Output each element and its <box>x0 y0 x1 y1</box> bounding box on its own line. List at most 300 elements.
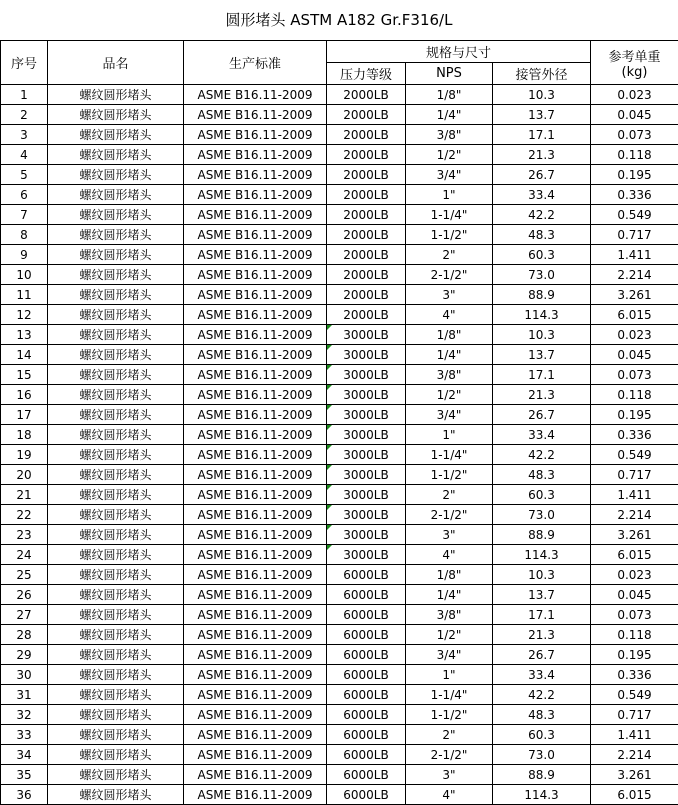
cell-od: 73.0 <box>493 265 591 285</box>
table-row <box>1 625 678 645</box>
cell-standard: ASME B16.11-2009 <box>184 345 327 365</box>
cell-weight: 6.015 <box>591 545 678 565</box>
cell-name: 螺纹圆形堵头 <box>48 125 184 145</box>
cell-pressure: 6000LB <box>327 785 406 805</box>
cell-weight: 2.214 <box>591 265 678 285</box>
cell-pressure: 6000LB <box>327 745 406 765</box>
cell-pressure: 3000LB <box>327 445 406 465</box>
spec-table <box>0 40 678 805</box>
cell-seq: 2 <box>1 105 48 125</box>
table-row <box>1 245 678 265</box>
cell-nps: 1" <box>406 185 493 205</box>
cell-name: 螺纹圆形堵头 <box>48 445 184 465</box>
cell-name: 螺纹圆形堵头 <box>48 245 184 265</box>
table-row <box>1 85 678 105</box>
cell-pressure: 6000LB <box>327 565 406 585</box>
cell-standard: ASME B16.11-2009 <box>184 525 327 545</box>
cell-seq: 7 <box>1 205 48 225</box>
cell-nps: 4" <box>406 305 493 325</box>
cell-pressure: 3000LB <box>327 325 406 345</box>
cell-seq: 11 <box>1 285 48 305</box>
cell-nps: 2-1/2" <box>406 505 493 525</box>
cell-od: 10.3 <box>493 85 591 105</box>
cell-name: 螺纹圆形堵头 <box>48 725 184 745</box>
cell-pressure: 2000LB <box>327 305 406 325</box>
cell-standard: ASME B16.11-2009 <box>184 725 327 745</box>
cell-name: 螺纹圆形堵头 <box>48 485 184 505</box>
table-row <box>1 185 678 205</box>
cell-seq: 15 <box>1 365 48 385</box>
table-row <box>1 225 678 245</box>
cell-standard: ASME B16.11-2009 <box>184 425 327 445</box>
cell-od: 21.3 <box>493 625 591 645</box>
cell-od: 10.3 <box>493 565 591 585</box>
cell-od: 88.9 <box>493 285 591 305</box>
table-row <box>1 745 678 765</box>
cell-nps: 4" <box>406 785 493 805</box>
cell-name: 螺纹圆形堵头 <box>48 785 184 805</box>
cell-nps: 2-1/2" <box>406 265 493 285</box>
sheet-title: 圆形堵头 ASTM A182 Gr.F316/L <box>0 0 678 40</box>
cell-standard: ASME B16.11-2009 <box>184 405 327 425</box>
cell-od: 73.0 <box>493 745 591 765</box>
cell-od: 114.3 <box>493 545 591 565</box>
table-row <box>1 585 678 605</box>
cell-nps: 1/8" <box>406 565 493 585</box>
cell-pressure: 3000LB <box>327 545 406 565</box>
cell-seq: 13 <box>1 325 48 345</box>
cell-pressure: 2000LB <box>327 225 406 245</box>
cell-od: 13.7 <box>493 105 591 125</box>
cell-standard: ASME B16.11-2009 <box>184 445 327 465</box>
cell-seq: 24 <box>1 545 48 565</box>
cell-pressure: 6000LB <box>327 665 406 685</box>
table-row <box>1 205 678 225</box>
cell-weight: 0.023 <box>591 325 678 345</box>
cell-name: 螺纹圆形堵头 <box>48 365 184 385</box>
table-row <box>1 665 678 685</box>
cell-pressure: 3000LB <box>327 465 406 485</box>
cell-weight: 6.015 <box>591 785 678 805</box>
cell-name: 螺纹圆形堵头 <box>48 745 184 765</box>
cell-od: 48.3 <box>493 465 591 485</box>
table-row <box>1 105 678 125</box>
cell-weight: 0.195 <box>591 165 678 185</box>
cell-seq: 6 <box>1 185 48 205</box>
cell-nps: 1-1/2" <box>406 465 493 485</box>
cell-weight: 3.261 <box>591 285 678 305</box>
cell-name: 螺纹圆形堵头 <box>48 465 184 485</box>
cell-standard: ASME B16.11-2009 <box>184 485 327 505</box>
cell-seq: 17 <box>1 405 48 425</box>
cell-standard: ASME B16.11-2009 <box>184 85 327 105</box>
cell-nps: 2" <box>406 725 493 745</box>
cell-pressure: 2000LB <box>327 205 406 225</box>
cell-weight: 0.336 <box>591 185 678 205</box>
cell-seq: 35 <box>1 765 48 785</box>
cell-od: 60.3 <box>493 485 591 505</box>
cell-standard: ASME B16.11-2009 <box>184 285 327 305</box>
cell-nps: 1-1/2" <box>406 225 493 245</box>
cell-nps: 1/8" <box>406 325 493 345</box>
cell-standard: ASME B16.11-2009 <box>184 505 327 525</box>
cell-seq: 22 <box>1 505 48 525</box>
cell-pressure: 2000LB <box>327 185 406 205</box>
cell-name: 螺纹圆形堵头 <box>48 165 184 185</box>
cell-standard: ASME B16.11-2009 <box>184 545 327 565</box>
cell-od: 21.3 <box>493 145 591 165</box>
header-weight-line2: (kg) <box>591 65 678 80</box>
cell-seq: 28 <box>1 625 48 645</box>
cell-seq: 29 <box>1 645 48 665</box>
cell-name: 螺纹圆形堵头 <box>48 645 184 665</box>
cell-seq: 3 <box>1 125 48 145</box>
cell-od: 17.1 <box>493 605 591 625</box>
cell-standard: ASME B16.11-2009 <box>184 465 327 485</box>
cell-name: 螺纹圆形堵头 <box>48 225 184 245</box>
cell-seq: 23 <box>1 525 48 545</box>
cell-pressure: 3000LB <box>327 505 406 525</box>
cell-name: 螺纹圆形堵头 <box>48 285 184 305</box>
cell-seq: 21 <box>1 485 48 505</box>
table-row <box>1 145 678 165</box>
cell-weight: 0.073 <box>591 125 678 145</box>
cell-pressure: 3000LB <box>327 405 406 425</box>
cell-pressure: 3000LB <box>327 385 406 405</box>
cell-name: 螺纹圆形堵头 <box>48 505 184 525</box>
cell-seq: 19 <box>1 445 48 465</box>
table-row <box>1 425 678 445</box>
cell-od: 48.3 <box>493 705 591 725</box>
header-weight <box>591 41 678 85</box>
table-row <box>1 265 678 285</box>
cell-nps: 3/4" <box>406 405 493 425</box>
table-row <box>1 705 678 725</box>
cell-standard: ASME B16.11-2009 <box>184 385 327 405</box>
cell-od: 33.4 <box>493 665 591 685</box>
cell-nps: 1/2" <box>406 385 493 405</box>
cell-seq: 8 <box>1 225 48 245</box>
cell-od: 33.4 <box>493 185 591 205</box>
cell-pressure: 6000LB <box>327 765 406 785</box>
cell-weight: 0.045 <box>591 105 678 125</box>
cell-seq: 18 <box>1 425 48 445</box>
cell-seq: 26 <box>1 585 48 605</box>
cell-seq: 12 <box>1 305 48 325</box>
cell-name: 螺纹圆形堵头 <box>48 685 184 705</box>
cell-seq: 31 <box>1 685 48 705</box>
cell-weight: 2.214 <box>591 745 678 765</box>
cell-weight: 2.214 <box>591 505 678 525</box>
table-row <box>1 645 678 665</box>
table-row <box>1 525 678 545</box>
cell-standard: ASME B16.11-2009 <box>184 125 327 145</box>
cell-seq: 36 <box>1 785 48 805</box>
cell-weight: 0.045 <box>591 345 678 365</box>
cell-weight: 0.336 <box>591 665 678 685</box>
cell-weight: 0.073 <box>591 365 678 385</box>
cell-seq: 10 <box>1 265 48 285</box>
cell-pressure: 6000LB <box>327 645 406 665</box>
cell-standard: ASME B16.11-2009 <box>184 585 327 605</box>
table-row <box>1 725 678 745</box>
cell-od: 114.3 <box>493 305 591 325</box>
cell-nps: 1-1/4" <box>406 205 493 225</box>
cell-nps: 1/2" <box>406 145 493 165</box>
cell-nps: 3/4" <box>406 645 493 665</box>
cell-weight: 0.549 <box>591 445 678 465</box>
table-row <box>1 125 678 145</box>
cell-name: 螺纹圆形堵头 <box>48 385 184 405</box>
cell-standard: ASME B16.11-2009 <box>184 265 327 285</box>
header-spec: 规格与尺寸 <box>327 41 591 63</box>
cell-seq: 16 <box>1 385 48 405</box>
cell-nps: 1/2" <box>406 625 493 645</box>
table-row <box>1 465 678 485</box>
cell-nps: 3/8" <box>406 125 493 145</box>
cell-weight: 0.195 <box>591 405 678 425</box>
cell-standard: ASME B16.11-2009 <box>184 365 327 385</box>
table-header <box>1 41 678 85</box>
cell-name: 螺纹圆形堵头 <box>48 145 184 165</box>
cell-name: 螺纹圆形堵头 <box>48 85 184 105</box>
cell-weight: 0.023 <box>591 85 678 105</box>
cell-pressure: 6000LB <box>327 585 406 605</box>
cell-pressure: 2000LB <box>327 145 406 165</box>
cell-name: 螺纹圆形堵头 <box>48 565 184 585</box>
cell-standard: ASME B16.11-2009 <box>184 785 327 805</box>
cell-od: 33.4 <box>493 425 591 445</box>
cell-weight: 0.118 <box>591 625 678 645</box>
cell-od: 88.9 <box>493 525 591 545</box>
cell-nps: 3" <box>406 765 493 785</box>
cell-weight: 0.717 <box>591 465 678 485</box>
cell-od: 73.0 <box>493 505 591 525</box>
table-row <box>1 765 678 785</box>
cell-od: 26.7 <box>493 405 591 425</box>
cell-nps: 1-1/2" <box>406 705 493 725</box>
cell-pressure: 3000LB <box>327 485 406 505</box>
cell-standard: ASME B16.11-2009 <box>184 205 327 225</box>
cell-od: 13.7 <box>493 585 591 605</box>
cell-od: 26.7 <box>493 645 591 665</box>
cell-pressure: 2000LB <box>327 285 406 305</box>
table-row <box>1 365 678 385</box>
cell-od: 10.3 <box>493 325 591 345</box>
table-row <box>1 545 678 565</box>
cell-standard: ASME B16.11-2009 <box>184 625 327 645</box>
cell-name: 螺纹圆形堵头 <box>48 425 184 445</box>
header-od: 接管外径 <box>493 63 591 85</box>
cell-nps: 3/8" <box>406 365 493 385</box>
cell-od: 88.9 <box>493 765 591 785</box>
header-seq: 序号 <box>1 41 48 85</box>
header-nps: NPS <box>406 63 493 85</box>
cell-od: 42.2 <box>493 445 591 465</box>
cell-name: 螺纹圆形堵头 <box>48 105 184 125</box>
cell-name: 螺纹圆形堵头 <box>48 605 184 625</box>
cell-weight: 0.023 <box>591 565 678 585</box>
cell-od: 60.3 <box>493 725 591 745</box>
cell-pressure: 6000LB <box>327 685 406 705</box>
cell-standard: ASME B16.11-2009 <box>184 705 327 725</box>
table-row <box>1 285 678 305</box>
cell-seq: 5 <box>1 165 48 185</box>
header-name: 品名 <box>48 41 184 85</box>
cell-nps: 3" <box>406 525 493 545</box>
table-row <box>1 305 678 325</box>
cell-pressure: 2000LB <box>327 105 406 125</box>
cell-nps: 3/8" <box>406 605 493 625</box>
cell-weight: 0.045 <box>591 585 678 605</box>
cell-name: 螺纹圆形堵头 <box>48 665 184 685</box>
header-standard: 生产标准 <box>184 41 327 85</box>
cell-seq: 34 <box>1 745 48 765</box>
table-row <box>1 605 678 625</box>
cell-weight: 3.261 <box>591 525 678 545</box>
cell-pressure: 6000LB <box>327 705 406 725</box>
cell-standard: ASME B16.11-2009 <box>184 105 327 125</box>
cell-nps: 3/4" <box>406 165 493 185</box>
cell-seq: 1 <box>1 85 48 105</box>
cell-nps: 2" <box>406 245 493 265</box>
cell-pressure: 6000LB <box>327 605 406 625</box>
cell-standard: ASME B16.11-2009 <box>184 305 327 325</box>
cell-seq: 14 <box>1 345 48 365</box>
cell-pressure: 3000LB <box>327 365 406 385</box>
cell-weight: 3.261 <box>591 765 678 785</box>
cell-od: 114.3 <box>493 785 591 805</box>
cell-weight: 0.717 <box>591 705 678 725</box>
cell-standard: ASME B16.11-2009 <box>184 245 327 265</box>
cell-name: 螺纹圆形堵头 <box>48 185 184 205</box>
cell-pressure: 2000LB <box>327 85 406 105</box>
cell-standard: ASME B16.11-2009 <box>184 685 327 705</box>
table-row <box>1 685 678 705</box>
cell-name: 螺纹圆形堵头 <box>48 525 184 545</box>
cell-name: 螺纹圆形堵头 <box>48 325 184 345</box>
cell-seq: 32 <box>1 705 48 725</box>
table-row <box>1 505 678 525</box>
cell-standard: ASME B16.11-2009 <box>184 745 327 765</box>
cell-name: 螺纹圆形堵头 <box>48 405 184 425</box>
cell-seq: 4 <box>1 145 48 165</box>
cell-od: 60.3 <box>493 245 591 265</box>
cell-standard: ASME B16.11-2009 <box>184 665 327 685</box>
cell-name: 螺纹圆形堵头 <box>48 625 184 645</box>
cell-standard: ASME B16.11-2009 <box>184 225 327 245</box>
cell-pressure: 3000LB <box>327 345 406 365</box>
cell-seq: 9 <box>1 245 48 265</box>
cell-nps: 1/8" <box>406 85 493 105</box>
cell-od: 17.1 <box>493 365 591 385</box>
table-row <box>1 405 678 425</box>
cell-nps: 3" <box>406 285 493 305</box>
cell-od: 17.1 <box>493 125 591 145</box>
cell-nps: 4" <box>406 545 493 565</box>
cell-weight: 0.118 <box>591 145 678 165</box>
table-row <box>1 165 678 185</box>
cell-name: 螺纹圆形堵头 <box>48 545 184 565</box>
cell-od: 13.7 <box>493 345 591 365</box>
cell-seq: 27 <box>1 605 48 625</box>
cell-name: 螺纹圆形堵头 <box>48 205 184 225</box>
cell-seq: 33 <box>1 725 48 745</box>
cell-pressure: 6000LB <box>327 625 406 645</box>
cell-od: 21.3 <box>493 385 591 405</box>
cell-od: 26.7 <box>493 165 591 185</box>
cell-standard: ASME B16.11-2009 <box>184 645 327 665</box>
header-pressure: 压力等级 <box>327 63 406 85</box>
cell-weight: 0.336 <box>591 425 678 445</box>
cell-standard: ASME B16.11-2009 <box>184 145 327 165</box>
cell-pressure: 2000LB <box>327 165 406 185</box>
cell-od: 42.2 <box>493 685 591 705</box>
table-row <box>1 485 678 505</box>
cell-pressure: 6000LB <box>327 725 406 745</box>
cell-nps: 1/4" <box>406 345 493 365</box>
cell-weight: 0.549 <box>591 685 678 705</box>
cell-pressure: 3000LB <box>327 425 406 445</box>
cell-name: 螺纹圆形堵头 <box>48 765 184 785</box>
cell-nps: 2-1/2" <box>406 745 493 765</box>
cell-standard: ASME B16.11-2009 <box>184 565 327 585</box>
cell-od: 42.2 <box>493 205 591 225</box>
table-body <box>1 85 678 805</box>
table-row <box>1 325 678 345</box>
cell-weight: 1.411 <box>591 485 678 505</box>
cell-seq: 20 <box>1 465 48 485</box>
cell-pressure: 2000LB <box>327 265 406 285</box>
cell-pressure: 2000LB <box>327 245 406 265</box>
cell-nps: 1/4" <box>406 585 493 605</box>
cell-nps: 1/4" <box>406 105 493 125</box>
cell-nps: 1-1/4" <box>406 445 493 465</box>
cell-nps: 1" <box>406 425 493 445</box>
header-weight-line1: 参考单重 <box>591 46 678 65</box>
cell-weight: 0.118 <box>591 385 678 405</box>
cell-weight: 1.411 <box>591 245 678 265</box>
cell-od: 48.3 <box>493 225 591 245</box>
table-row <box>1 385 678 405</box>
cell-nps: 1" <box>406 665 493 685</box>
cell-weight: 0.073 <box>591 605 678 625</box>
cell-seq: 30 <box>1 665 48 685</box>
table-row <box>1 345 678 365</box>
cell-nps: 1-1/4" <box>406 685 493 705</box>
cell-standard: ASME B16.11-2009 <box>184 325 327 345</box>
cell-standard: ASME B16.11-2009 <box>184 165 327 185</box>
cell-name: 螺纹圆形堵头 <box>48 265 184 285</box>
cell-name: 螺纹圆形堵头 <box>48 305 184 325</box>
cell-name: 螺纹圆形堵头 <box>48 585 184 605</box>
cell-standard: ASME B16.11-2009 <box>184 605 327 625</box>
cell-pressure: 2000LB <box>327 125 406 145</box>
cell-weight: 1.411 <box>591 725 678 745</box>
cell-name: 螺纹圆形堵头 <box>48 345 184 365</box>
cell-weight: 0.549 <box>591 205 678 225</box>
cell-nps: 2" <box>406 485 493 505</box>
cell-seq: 25 <box>1 565 48 585</box>
table-row <box>1 565 678 585</box>
cell-standard: ASME B16.11-2009 <box>184 185 327 205</box>
table-row <box>1 445 678 465</box>
cell-name: 螺纹圆形堵头 <box>48 705 184 725</box>
cell-weight: 6.015 <box>591 305 678 325</box>
cell-standard: ASME B16.11-2009 <box>184 765 327 785</box>
cell-weight: 0.195 <box>591 645 678 665</box>
cell-weight: 0.717 <box>591 225 678 245</box>
